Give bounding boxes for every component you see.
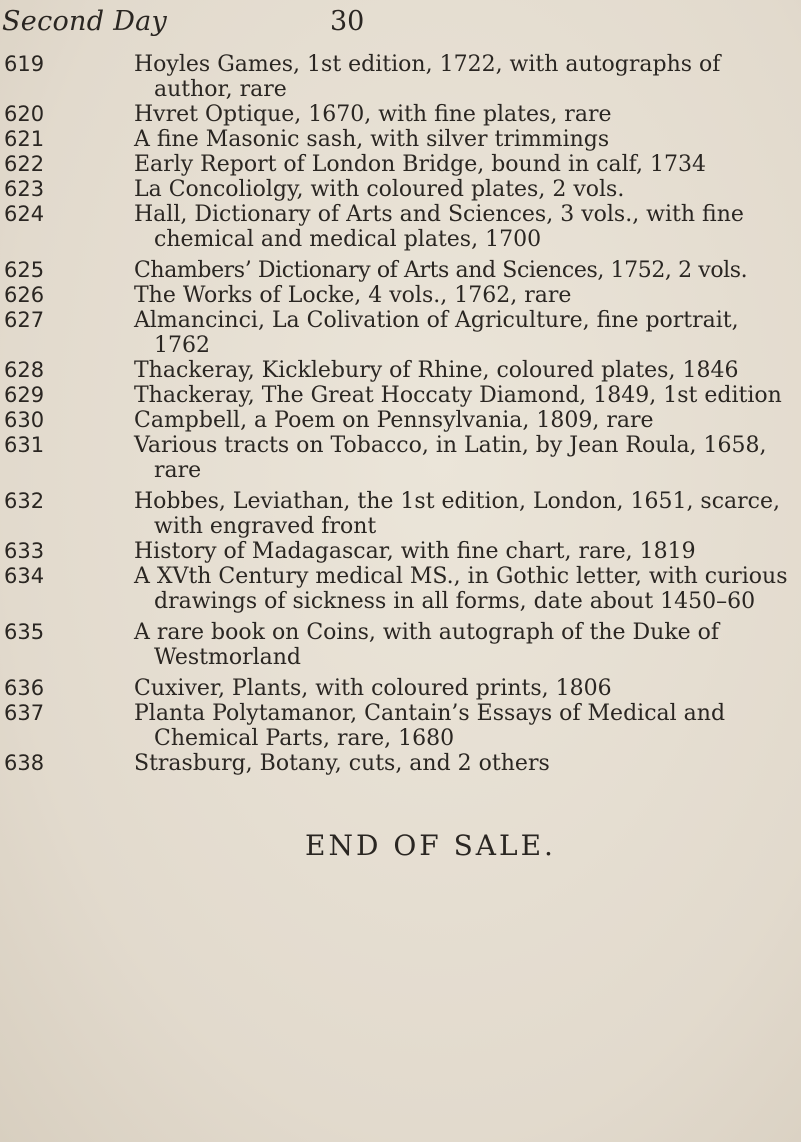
lot-number: 625 <box>4 258 45 282</box>
lot-entry-626 <box>0 283 801 308</box>
lot-description: History of Madagascar, with fine chart, rare, 1819 <box>134 539 696 564</box>
lot-entry-628 <box>0 358 801 383</box>
lot-entry-637 <box>0 701 801 751</box>
lot-number: 631 <box>4 433 45 457</box>
lot-entry-620 <box>0 102 801 127</box>
section-title: Second Day <box>2 6 168 37</box>
lot-number: 628 <box>4 358 45 382</box>
lot-number: 634 <box>4 564 45 588</box>
lot-description: Early Report of London Bridge, bound in calf, 1734 <box>134 152 706 177</box>
lot-entry-622 <box>0 152 801 177</box>
lot-list <box>0 52 801 776</box>
lot-number: 629 <box>4 383 45 407</box>
lot-entry-625 <box>0 258 801 283</box>
lot-description: Planta Polytamanor, Cantain’s Essays of Medical and Chemical Parts, rare, 1680 <box>134 701 726 751</box>
lot-description: A XVth Century medical MS., in Gothic letter, with curious drawings of sickness in all forms, date about 1450–60 <box>134 564 788 614</box>
lot-number: 636 <box>4 676 45 700</box>
lot-description: Strasburg, Botany, cuts, and 2 others <box>134 751 550 776</box>
lot-description: Chambers’ Dictionary of Arts and Sciences, 1752, 2 vols. <box>134 258 748 283</box>
lot-description: Hall, Dictionary of Arts and Sciences, 3 vols., with fine chemical and medical plates, 1700 <box>134 202 744 252</box>
lot-number: 623 <box>4 177 45 201</box>
lot-description: Cuxiver, Plants, with coloured prints, 1806 <box>134 676 612 701</box>
lot-number: 635 <box>4 620 45 644</box>
lot-number: 619 <box>4 52 45 76</box>
lot-description: A rare book on Coins, with autograph of the Duke of Westmorland <box>134 620 720 670</box>
lot-description: Thackeray, Kicklebury of Rhine, coloured plates, 1846 <box>134 358 739 383</box>
lot-entry-635 <box>0 620 801 670</box>
lot-number: 624 <box>4 202 45 226</box>
lot-number: 626 <box>4 283 45 307</box>
lot-entry-630 <box>0 408 801 433</box>
end-of-sale-footer: END OF SALE. <box>305 829 556 862</box>
lot-number: 621 <box>4 127 45 151</box>
lot-entry-619 <box>0 52 801 102</box>
lot-number: 627 <box>4 308 45 332</box>
lot-entry-631 <box>0 433 801 483</box>
lot-entry-634 <box>0 564 801 614</box>
lot-description: Campbell, a Poem on Pennsylvania, 1809, rare <box>134 408 654 433</box>
lot-description: Various tracts on Tobacco, in Latin, by Jean Roula, 1658, rare <box>134 433 767 483</box>
lot-number: 622 <box>4 152 45 176</box>
lot-entry-621 <box>0 127 801 152</box>
lot-description: Hobbes, Leviathan, the 1st edition, London, 1651, scarce, with engraved front <box>134 489 781 539</box>
lot-entry-623 <box>0 177 801 202</box>
lot-description: Thackeray, The Great Hoccaty Diamond, 1849, 1st edition <box>134 383 782 408</box>
lot-number: 630 <box>4 408 45 432</box>
lot-number: 620 <box>4 102 45 126</box>
lot-number: 633 <box>4 539 45 563</box>
lot-entry-633 <box>0 539 801 564</box>
lot-entry-636 <box>0 676 801 701</box>
lot-description: Hvret Optique, 1670, with fine plates, rare <box>134 102 612 127</box>
lot-number: 637 <box>4 701 45 725</box>
lot-number: 632 <box>4 489 45 513</box>
lot-description: La Concoliolgy, with coloured plates, 2 vols. <box>134 177 625 202</box>
page-header <box>0 6 801 46</box>
lot-number: 638 <box>4 751 45 775</box>
page-number: 30 <box>330 6 365 37</box>
lot-description: The Works of Locke, 4 vols., 1762, rare <box>134 283 572 308</box>
lot-entry-624 <box>0 202 801 252</box>
lot-entry-629 <box>0 383 801 408</box>
lot-description: A fine Masonic sash, with silver trimmings <box>134 127 610 152</box>
lot-description: Hoyles Games, 1st edition, 1722, with autographs of author, rare <box>134 52 721 102</box>
lot-entry-638 <box>0 751 801 776</box>
lot-entry-627 <box>0 308 801 358</box>
lot-description: Almancinci, La Colivation of Agriculture, fine portrait, 1762 <box>134 308 739 358</box>
lot-entry-632 <box>0 489 801 539</box>
